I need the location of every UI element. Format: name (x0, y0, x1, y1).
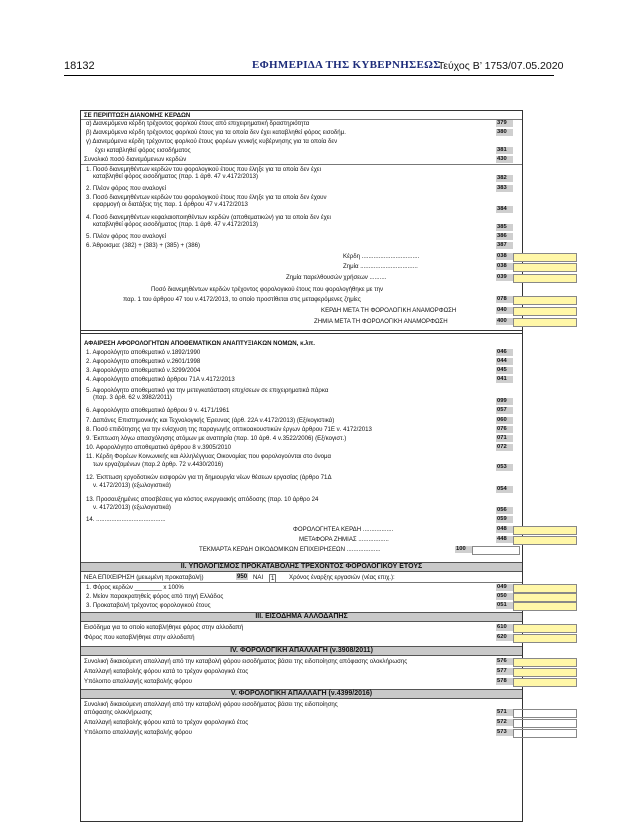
exemption5-current-value[interactable] (513, 719, 577, 728)
tax-form (80, 110, 523, 822)
code-072: 072 (496, 444, 513, 451)
reserve-1-label: 1. Αφορολόγητο αποθεματικό ν.1892/1990 (86, 349, 201, 356)
item3-label-2: εφαρμογή οι διατάξεις της παρ. 1 άρθρου 47 ν.4172/2013 (93, 201, 248, 208)
code-049: 049 (496, 584, 513, 591)
section-title-reserves: ΑΦΑΙΡΕΣΗ ΑΦΟΡΟΛΟΓΗΤΩΝ ΑΠΟΘΕΜΑΤΙΚΩΝ ΑΝΑΠΤΥΞΙΑΚΩΝ ΝΟΜΩΝ, κ.λπ. (84, 340, 315, 347)
page-number: 18132 (64, 60, 95, 72)
code-040: 040 (496, 307, 513, 314)
code-038: 038 (496, 253, 513, 260)
exemption4-current-value[interactable] (513, 668, 577, 677)
gazette-title: ΕΦΗΜΕΡΙΔΑ ΤΗΣ ΚΥΒΕΡΝΗΣΕΩΣ (252, 59, 441, 71)
code-572: 572 (496, 719, 513, 726)
exemption5-total-label-2: απόφασης ολοκλήρωσης (84, 709, 152, 716)
construction-profit-value[interactable] (472, 546, 520, 555)
code-041: 041 (496, 376, 513, 383)
exemption5-total-label: Συνολική δικαιούμενη απαλλαγή από την καταβολή φόρου εισοδήματος βάσει της ειδοποίησης (84, 701, 338, 708)
zimia-label: Ζημία .................................. (343, 263, 418, 270)
profit-after-label: ΚΕΡΔΗ ΜΕΤΑ ΤΗ ΦΟΡΟΛΟΓΙΚΗ ΑΝΑΜΟΡΦΩΣΗ (321, 307, 457, 314)
code-048: 048 (496, 526, 513, 533)
exemption4-balance-value[interactable] (513, 678, 577, 687)
reserve-7-label: 7. Δαπάνες Επιστημονικής και Τεχνολογικής Έρευνας (άρθ. 22Α ν.4172/2013) (Εξ/κογιστικά) (86, 417, 335, 424)
code-577: 577 (496, 668, 513, 675)
transfer-label: Ποσό διανεμηθέντων κερδών τρέχοντος φορολογικού έτους που φορολογήθηκε με την (151, 286, 384, 293)
code-054: 054 (496, 486, 513, 493)
reserve-12-label-2: ν. 4172/2013) (εξωλογιστικά) (93, 482, 171, 489)
code-382: 382 (496, 175, 513, 182)
code-071: 071 (496, 435, 513, 442)
item6-label: 6. Άθροισμα: (382) + (383) + (385) + (386) (86, 242, 201, 249)
code-050: 050 (496, 593, 513, 600)
exemption4-balance-label: Υπόλοιπο απαλλαγής καταβολής φόρου (84, 678, 192, 685)
code-610: 610 (496, 624, 513, 631)
item1-label-2: καταβληθεί φόρος εισοδήματος (παρ. 1 άρθ. 47 ν.4172/2013) (93, 173, 259, 180)
dist-c-label: γ) Διανεμόμενα κέρδη τρέχοντος φορ/κού έτους φορέων γενικής κυβέρνησης για τα οποία δεν (86, 138, 338, 145)
reserve-14-label: 14. ......................................... (86, 516, 166, 523)
prior-losses-label: Ζημία παρελθουσών χρήσεων .......... (286, 274, 387, 281)
code-571: 571 (496, 709, 513, 716)
code-056: 056 (496, 507, 513, 514)
reserve-11-label: 11. Κέρδη Φορέων Κοινωνικής και Αλληλέγγυας Οικονομίας που φορολογούνται στο όνομα (86, 453, 332, 460)
exemption4-total-label: Συνολική δικαιούμενη απαλλαγή από την καταβολή φόρου εισοδήματος βάσει της ειδοποίησης απόφασης ολοκλήρωσης (84, 658, 408, 665)
prepay-3-label: 3. Προκαταβολή τρέχοντος φορολογικού έτους (86, 602, 211, 609)
prior-losses-value[interactable] (513, 274, 577, 283)
code-400: 400 (496, 318, 513, 325)
section-divider (81, 333, 522, 334)
kerdi-value[interactable] (513, 253, 577, 262)
reserve-5-label-2: (παρ. 3 άρθ. 62 ν.3982/2011) (93, 394, 172, 401)
item5-label: 5. Πλέον φόρος που αναλογεί (86, 233, 166, 240)
reserve-4-label: 4. Αφορολόγητο αποθεματικό άρθρου 71Α ν.4172/2013 (86, 376, 235, 383)
reserve-12-label: 12. Έκπτωση εργοδοτικών εισφορών για τη δημιουργία νέων θέσεων εργασίας (άρθρο 71Δ (86, 474, 332, 481)
reserve-8-label: 8. Ποσό επιδότησης για την ενίσχυση της παραγωγής οπτικοακουστικών έργων άρθρου 71Ε ν. 4172/2013 (86, 426, 372, 433)
code-380: 380 (496, 129, 513, 136)
exemption5-current-label: Απαλλαγή καταβολής φόρου κατά το τρέχον φορολογικό έτος (84, 719, 249, 726)
code-379: 379 (496, 120, 513, 127)
prepay-1-value[interactable] (513, 584, 577, 593)
code-385: 385 (496, 224, 513, 231)
reserve-11-label-2: των εργαζομένων (παρ.2 άρθρ. 72 ν.4430/2016) (93, 461, 224, 468)
code-576: 576 (496, 658, 513, 665)
reserve-9-label: 9. Έκπτωση λόγω απασχόλησης ατόμων με αναπηρία (παρ. 10 άρθ. 4 ν.3522/2006) (Εξ/κογιστ.) (86, 435, 347, 442)
prepay-3-value[interactable] (513, 602, 577, 611)
code-039: 039 (496, 274, 513, 281)
exemption4-current-label: Απαλλαγή καταβολής φόρου κατά το τρέχον φορολογικό έτος (84, 668, 249, 675)
reserve-13-label-2: ν. 4172/2013) (εξωλογιστικά) (93, 504, 171, 511)
code-383: 383 (496, 185, 513, 192)
code-620: 620 (496, 634, 513, 641)
code-045: 045 (496, 367, 513, 374)
foreign-tax-label: Φόρος που καταβλήθηκε στην αλλοδαπή (84, 634, 195, 641)
code-046: 046 (496, 349, 513, 356)
code-430: 430 (496, 156, 513, 163)
code-059: 059 (496, 516, 513, 523)
section3-title: III. ΕΙΣΟΔΗΜΑ ΑΛΛΟΔΑΠΗΣ (81, 612, 522, 622)
prepay-1-label: 1. Φόρος κερδών ________ x 100% (86, 584, 184, 591)
code-950: 950 (237, 573, 248, 580)
reserve-2-label: 2. Αφορολόγητο αποθεματικό ν.2601/1998 (86, 358, 201, 365)
foreign-income-label: Εισόδημα για το οποίο καταβλήθηκε φόρος στην αλλοδαπή (84, 624, 244, 631)
transfer-value[interactable] (513, 296, 577, 305)
new-business-label: ΝΕΑ ΕΠΙΧΕΙΡΗΣΗ (μειωμένη προκαταβολή) (84, 574, 204, 581)
code-386: 386 (496, 233, 513, 240)
code-038b: 038 (496, 263, 513, 270)
dist-c-label-2: έχει καταβληθεί φόρος εισοδήματος (95, 147, 191, 154)
section-title-distribution: ΣΕ ΠΕΡΙΠΤΩΣΗ ΔΙΑΝΟΜΗΣ ΚΕΡΔΩΝ (84, 112, 191, 119)
transfer-label-2: παρ. 1 του άρθρου 47 του ν.4172/2013, το οποίο προστίθεται στις μεταφερόμενες ζημίες (123, 296, 361, 303)
code-448: 448 (496, 536, 513, 543)
dist-total-label: Συνολικό ποσό διανεμόμενων κερδών (84, 156, 187, 163)
foreign-tax-value[interactable] (513, 634, 577, 643)
code-099: 099 (496, 398, 513, 405)
row-divider (81, 582, 522, 583)
section5-title: V. ΦΟΡΟΛΟΓΙΚΗ ΑΠΑΛΛΑΓΗ (ν.4399/2016) (81, 689, 522, 699)
zimia-value[interactable] (513, 263, 577, 272)
section2-title: II. ΥΠΟΛΟΓΙΣΜΟΣ ΠΡΟΚΑΤΑΒΟΛΗΣ ΤΡΕΧΟΝΤΟΣ ΦΟΡΟΛΟΓΙΚΟΥ ΕΤΟΥΣ (81, 562, 522, 572)
reserve-13-label: 13. Προσαυξημένες αποσβέσεις για κόστος ενεργειακής απόδοσης (παρ. 10 άρθρο 24 (86, 496, 319, 503)
section4-title: IV. ΦΟΡΟΛΟΓΙΚΗ ΑΠΑΛΛΑΓΗ (ν.3908/2011) (81, 646, 522, 656)
carried-loss-value[interactable] (513, 536, 577, 545)
exemption5-total-value[interactable] (513, 709, 577, 718)
item4-label: 4. Ποσό διανεμηθέντων κεφαλαιοποιηθέντων κερδών (αποθεματικών) για τα οποία δεν έχει (86, 214, 331, 221)
dist-a-label: α) Διανεμόμενα κέρδη τρέχοντος φορ/κού έτους από επιχειρηματική δραστηριότητα (86, 120, 310, 127)
code-573: 573 (496, 729, 513, 736)
row-divider (81, 164, 522, 165)
code-078: 078 (496, 296, 513, 303)
exemption5-balance-label: Υπόλοιπο απαλλαγής καταβολής φόρου (84, 729, 192, 736)
dist-b-label: β) Διανεμόμενα κέρδη τρέχοντος φορ/κού έτους για τα οποία δεν έχει καταβληθεί φόρος εισοδήμ. (86, 129, 346, 136)
reserve-5-label: 5. Αφορολόγητο αποθεματικό για την μετεγκατάσταση επιχ/σεων σε επιχειρηματικά πάρκα (86, 387, 329, 394)
item1-label: 1. Ποσό διανεμηθέντων κερδών του φορολογικού έτους που έληξε για τα οποία δεν έχει (86, 166, 321, 173)
code-387: 387 (496, 242, 513, 249)
kerdi-label: Κέρδη .................................. (343, 253, 420, 260)
item4-label-2: καταβληθεί φόρος εισοδήματος (παρ. 1 άρθ. 47 ν.4172/2013) (93, 221, 259, 228)
item3-label: 3. Ποσό διανεμηθέντων κερδών του φορολογικού έτους που έληξε για τα οποία δεν έχουν (86, 194, 327, 201)
code-381: 381 (496, 147, 513, 154)
carried-loss-label: ΜΕΤΑΦΟΡΑ ΖΗΜΙΑΣ .................. (299, 536, 389, 543)
taxable-profit-value[interactable] (513, 526, 577, 535)
code-076: 076 (496, 426, 513, 433)
header-rule (64, 75, 554, 76)
code-053: 053 (496, 464, 513, 471)
code-051: 051 (496, 602, 513, 609)
reserve-6-label: 6. Αφορολόγητο αποθεματικό άρθρου 9 ν. 4171/1961 (86, 407, 230, 414)
exemption4-total-value[interactable] (513, 658, 577, 667)
profit-after-value[interactable] (513, 307, 577, 316)
prepay-2-value[interactable] (513, 593, 577, 602)
section-divider (81, 330, 522, 331)
loss-after-label: ΖΗΜΙΑ ΜΕΤΑ ΤΗ ΦΟΡΟΛΟΓΙΚΗ ΑΝΑΜΟΡΦΩΣΗ (314, 318, 448, 325)
code-100: 100 (455, 546, 472, 553)
reserve-10-label: 10. Αφορολόγητο αποθεματικό άρθρου 8 ν.3905/2010 (86, 444, 232, 451)
item2-label: 2. Πλέον φόρος που αναλογεί (86, 185, 166, 192)
foreign-income-value[interactable] (513, 624, 577, 633)
taxable-profit-label: ΦΟΡΟΛΟΓΗΤΕΑ ΚΕΡΔΗ .................. (293, 526, 394, 533)
construction-profit-label: ΤΕΚΜΑΡΤΑ ΚΕΡΔΗ ΟΙΚΟΔΟΜΙΚΩΝ ΕΠΙΧΕΙΡΗΣΕΩΝ .................... (199, 546, 381, 553)
code-057: 057 (496, 407, 513, 414)
issue-reference: Τεύχος B’ 1753/07.05.2020 (438, 60, 564, 72)
prepay-2-label: 2. Μείον παρακρατηθείς φόρος από πηγή Ελλάδος (86, 593, 224, 600)
reserve-3-label: 3. Αφορολόγητο αποθεματικό ν.3299/2004 (86, 367, 201, 374)
yes-checkbox-1[interactable]: 1 (271, 575, 275, 582)
exemption5-balance-value[interactable] (513, 729, 577, 738)
code-384: 384 (496, 206, 513, 213)
start-year-label: Χρόνος έναρξης εργασιών (νέας επιχ.): (289, 574, 395, 581)
yes-label: ΝΑΙ (253, 574, 264, 581)
code-578: 578 (496, 678, 513, 685)
code-044: 044 (496, 358, 513, 365)
code-060: 060 (496, 417, 513, 424)
loss-after-value[interactable] (513, 318, 577, 327)
